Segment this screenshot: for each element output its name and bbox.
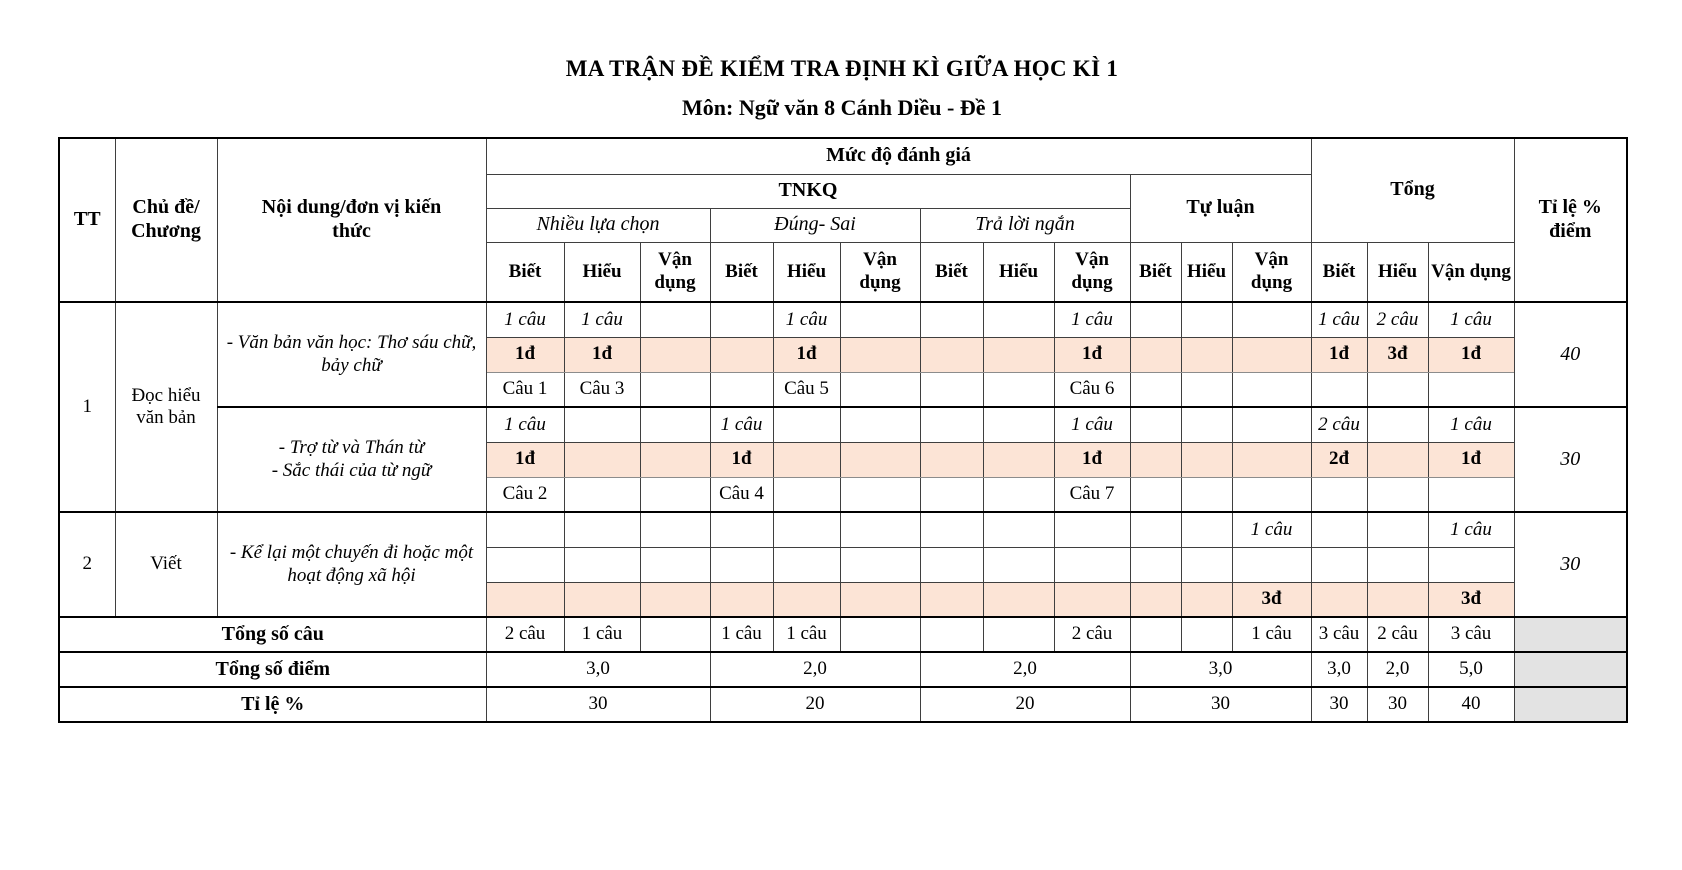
- count-cell: [640, 512, 710, 547]
- question-ref-cell: [1367, 372, 1428, 407]
- count-cell: [486, 512, 564, 547]
- level-header-biet: Biết: [1311, 242, 1367, 302]
- summary-count-cell: 2 câu: [486, 617, 564, 652]
- count-cell: [1367, 512, 1428, 547]
- summary-count-cell: 1 câu: [1232, 617, 1311, 652]
- points-cell: [1130, 442, 1181, 477]
- question-ref-cell: [920, 477, 983, 512]
- level-header-biet: Biết: [1130, 242, 1181, 302]
- points-cell: 3đ: [1232, 582, 1311, 617]
- count-cell: [773, 512, 840, 547]
- points-cell: 1đ: [1054, 337, 1130, 372]
- question-ref-cell: [1130, 477, 1181, 512]
- empty-cell: [773, 547, 840, 582]
- gray-cell: [1514, 687, 1627, 722]
- count-cell: [840, 512, 920, 547]
- summary-count-cell: [840, 617, 920, 652]
- empty-cell: [1130, 547, 1181, 582]
- count-cell: 1 câu: [1054, 302, 1130, 337]
- question-ref-cell: Câu 2: [486, 477, 564, 512]
- count-cell: [1054, 512, 1130, 547]
- points-cell: [1130, 582, 1181, 617]
- points-cell: [710, 337, 773, 372]
- count-cell: [1130, 407, 1181, 442]
- summary-rate-cell: 40: [1428, 687, 1514, 722]
- count-cell: [983, 407, 1054, 442]
- header-tra-loi-ngan: Trả lời ngắn: [920, 208, 1130, 242]
- count-cell: [710, 302, 773, 337]
- count-cell: [840, 302, 920, 337]
- points-cell: [920, 442, 983, 477]
- points-cell: [486, 582, 564, 617]
- rate-cell: 40: [1514, 302, 1627, 407]
- empty-cell: [1428, 547, 1514, 582]
- points-cell: [1232, 337, 1311, 372]
- count-cell: 1 câu: [1428, 302, 1514, 337]
- points-cell: [640, 442, 710, 477]
- summary-count-cell: [920, 617, 983, 652]
- document-subtitle: Môn: Ngữ văn 8 Cánh Diều - Đề 1: [682, 95, 1002, 120]
- level-header-hieu: Hiểu: [983, 242, 1054, 302]
- question-ref-cell: [1232, 372, 1311, 407]
- points-cell: [983, 337, 1054, 372]
- count-cell: [564, 407, 640, 442]
- level-header-hieu: Hiểu: [564, 242, 640, 302]
- points-cell: 1đ: [773, 337, 840, 372]
- points-cell: [773, 582, 840, 617]
- summary-rate-cell: 30: [486, 687, 710, 722]
- count-cell: [920, 302, 983, 337]
- header-noi-dung: [217, 138, 486, 302]
- points-cell: [840, 337, 920, 372]
- summary-rate-cell: 30: [1130, 687, 1311, 722]
- count-cell: 1 câu: [1054, 407, 1130, 442]
- header-nhieu-lua-chon: Nhiều lựa chọn: [486, 208, 710, 242]
- empty-cell: [1367, 547, 1428, 582]
- count-cell: [920, 407, 983, 442]
- points-cell: 3đ: [1428, 582, 1514, 617]
- count-cell: [640, 407, 710, 442]
- summary-count-cell: 1 câu: [710, 617, 773, 652]
- points-cell: [1311, 582, 1367, 617]
- rate-cell: 30: [1514, 512, 1627, 617]
- question-ref-cell: [1181, 477, 1232, 512]
- question-ref-cell: [1311, 477, 1367, 512]
- summary-count-cell: [1130, 617, 1181, 652]
- level-header-biet: Biết: [920, 242, 983, 302]
- question-ref-cell: Câu 6: [1054, 372, 1130, 407]
- summary-count-cell: [983, 617, 1054, 652]
- question-ref-cell: [564, 477, 640, 512]
- question-ref-cell: Câu 1: [486, 372, 564, 407]
- level-header-hieu: Hiểu: [1181, 242, 1232, 302]
- summary-label-cell: Tổng số câu: [59, 617, 486, 652]
- points-cell: [983, 582, 1054, 617]
- gray-cell: [1514, 652, 1627, 687]
- question-ref-cell: [640, 372, 710, 407]
- summary-points-cell: 2,0: [1367, 652, 1428, 687]
- count-cell: 1 câu: [1232, 512, 1311, 547]
- count-cell: [920, 512, 983, 547]
- question-ref-cell: [1181, 372, 1232, 407]
- summary-rate-cell: 20: [920, 687, 1130, 722]
- points-cell: [1367, 442, 1428, 477]
- points-cell: 1đ: [486, 337, 564, 372]
- points-cell: 1đ: [564, 337, 640, 372]
- summary-count-cell: [640, 617, 710, 652]
- count-cell: [1367, 407, 1428, 442]
- question-ref-cell: [1130, 372, 1181, 407]
- points-cell: 1đ: [1054, 442, 1130, 477]
- empty-cell: [1232, 547, 1311, 582]
- question-ref-cell: [840, 477, 920, 512]
- row-number-cell: 2: [59, 512, 115, 617]
- points-cell: [710, 582, 773, 617]
- count-cell: [1130, 512, 1181, 547]
- points-cell: [840, 582, 920, 617]
- count-cell: [1232, 407, 1311, 442]
- count-cell: [1181, 407, 1232, 442]
- count-cell: [840, 407, 920, 442]
- points-cell: 1đ: [1311, 337, 1367, 372]
- level-header-van-dung: Vận dụng: [1054, 242, 1130, 302]
- summary-count-cell: 3 câu: [1428, 617, 1514, 652]
- content-line: - Trợ từ và Thán từ: [278, 437, 425, 459]
- empty-cell: [564, 547, 640, 582]
- question-ref-cell: [983, 477, 1054, 512]
- summary-rate-cell: 30: [1367, 687, 1428, 722]
- count-cell: [983, 512, 1054, 547]
- count-cell: 1 câu: [486, 302, 564, 337]
- points-cell: [640, 582, 710, 617]
- level-header-van-dung: Vận dụng: [1232, 242, 1311, 302]
- summary-points-cell: 5,0: [1428, 652, 1514, 687]
- empty-cell: [840, 547, 920, 582]
- points-cell: [1054, 582, 1130, 617]
- content-cell: - Kể lại một chuyến đi hoặc một hoạt động xã hội: [217, 512, 486, 617]
- gray-cell: [1514, 617, 1627, 652]
- empty-cell: [1054, 547, 1130, 582]
- points-cell: [1181, 582, 1232, 617]
- header-muc-do-danh-gia: Mức độ đánh giá: [486, 138, 1311, 174]
- header-tt: TT: [59, 138, 115, 302]
- level-header-hieu: Hiểu: [773, 242, 840, 302]
- level-header-van-dung: Vận dụng: [840, 242, 920, 302]
- count-cell: [1130, 302, 1181, 337]
- points-cell: [1367, 582, 1428, 617]
- count-cell: [1181, 302, 1232, 337]
- content-line: - Sắc thái của từ ngữ: [271, 459, 432, 481]
- summary-count-cell: 2 câu: [1054, 617, 1130, 652]
- summary-count-cell: [1181, 617, 1232, 652]
- points-cell: [773, 442, 840, 477]
- summary-points-cell: 3,0: [1311, 652, 1367, 687]
- points-cell: 3đ: [1367, 337, 1428, 372]
- empty-cell: [486, 547, 564, 582]
- header-tnkq: TNKQ: [486, 174, 1130, 208]
- summary-rate-cell: 30: [1311, 687, 1367, 722]
- level-header-biet: Biết: [486, 242, 564, 302]
- summary-rate-cell: 20: [710, 687, 920, 722]
- points-cell: [920, 337, 983, 372]
- question-ref-cell: [1232, 477, 1311, 512]
- count-cell: [564, 512, 640, 547]
- points-cell: [640, 337, 710, 372]
- summary-count-cell: 1 câu: [773, 617, 840, 652]
- summary-points-cell: 2,0: [710, 652, 920, 687]
- question-ref-cell: [640, 477, 710, 512]
- summary-count-cell: 3 câu: [1311, 617, 1367, 652]
- question-ref-cell: [710, 372, 773, 407]
- summary-label-cell: Tỉ lệ %: [59, 687, 486, 722]
- count-cell: 1 câu: [1311, 302, 1367, 337]
- points-cell: [1232, 442, 1311, 477]
- empty-cell: [983, 547, 1054, 582]
- header-ti-le-diem: Tỉ lệ % điểm: [1514, 138, 1627, 302]
- question-ref-cell: Câu 4: [710, 477, 773, 512]
- empty-cell: [1311, 547, 1367, 582]
- question-ref-cell: Câu 3: [564, 372, 640, 407]
- level-header-van-dung: Vận dụng: [1428, 242, 1514, 302]
- header-tong: Tổng: [1311, 138, 1514, 242]
- header-dung-sai: Đúng- Sai: [710, 208, 920, 242]
- count-cell: [773, 407, 840, 442]
- title-block: [58, 56, 1626, 121]
- count-cell: [710, 512, 773, 547]
- exam-matrix-table: [58, 137, 1628, 723]
- header-noi-dung-text: Nội dung/đơn vị kiến thức: [261, 196, 442, 242]
- points-cell: [920, 582, 983, 617]
- content-cell: [217, 407, 486, 512]
- empty-cell: [920, 547, 983, 582]
- level-header-biet: Biết: [710, 242, 773, 302]
- topic-cell: Viết: [115, 512, 217, 617]
- count-cell: 1 câu: [564, 302, 640, 337]
- points-cell: 1đ: [1428, 337, 1514, 372]
- header-chu-de-chuong: Chủ đề/ Chương: [115, 138, 217, 302]
- row-number-cell: 1: [59, 302, 115, 512]
- points-cell: [1181, 442, 1232, 477]
- summary-count-cell: 2 câu: [1367, 617, 1428, 652]
- question-ref-cell: [840, 372, 920, 407]
- count-cell: 1 câu: [773, 302, 840, 337]
- count-cell: 2 câu: [1311, 407, 1367, 442]
- points-cell: [564, 582, 640, 617]
- topic-cell: Đọc hiểu văn bản: [115, 302, 217, 512]
- count-cell: 1 câu: [1428, 512, 1514, 547]
- points-cell: [1130, 337, 1181, 372]
- points-cell: 2đ: [1311, 442, 1367, 477]
- count-cell: 2 câu: [1367, 302, 1428, 337]
- points-cell: [564, 442, 640, 477]
- count-cell: [1232, 302, 1311, 337]
- summary-points-cell: 2,0: [920, 652, 1130, 687]
- empty-cell: [710, 547, 773, 582]
- question-ref-cell: [983, 372, 1054, 407]
- header-tu-luan: Tự luận: [1130, 174, 1311, 242]
- summary-label-cell: Tổng số điểm: [59, 652, 486, 687]
- points-cell: [983, 442, 1054, 477]
- points-cell: 1đ: [710, 442, 773, 477]
- question-ref-cell: [1428, 372, 1514, 407]
- count-cell: [640, 302, 710, 337]
- question-ref-cell: [1367, 477, 1428, 512]
- count-cell: 1 câu: [710, 407, 773, 442]
- count-cell: [983, 302, 1054, 337]
- summary-count-cell: 1 câu: [564, 617, 640, 652]
- document-title: MA TRẬN ĐỀ KIỂM TRA ĐỊNH KÌ GIỮA HỌC KÌ 1: [565, 56, 1119, 81]
- empty-cell: [1181, 547, 1232, 582]
- count-cell: [1181, 512, 1232, 547]
- question-ref-cell: Câu 7: [1054, 477, 1130, 512]
- summary-points-cell: 3,0: [1130, 652, 1311, 687]
- content-cell: - Văn bản văn học: Thơ sáu chữ, bảy chữ: [217, 302, 486, 407]
- level-header-van-dung: Vận dụng: [640, 242, 710, 302]
- question-ref-cell: [1428, 477, 1514, 512]
- count-cell: 1 câu: [486, 407, 564, 442]
- points-cell: [840, 442, 920, 477]
- points-cell: 1đ: [486, 442, 564, 477]
- count-cell: [1311, 512, 1367, 547]
- question-ref-cell: [1311, 372, 1367, 407]
- empty-cell: [640, 547, 710, 582]
- question-ref-cell: [920, 372, 983, 407]
- question-ref-cell: [773, 477, 840, 512]
- question-ref-cell: Câu 5: [773, 372, 840, 407]
- level-header-hieu: Hiểu: [1367, 242, 1428, 302]
- points-cell: 1đ: [1428, 442, 1514, 477]
- points-cell: [1181, 337, 1232, 372]
- summary-points-cell: 3,0: [486, 652, 710, 687]
- rate-cell: 30: [1514, 407, 1627, 512]
- count-cell: 1 câu: [1428, 407, 1514, 442]
